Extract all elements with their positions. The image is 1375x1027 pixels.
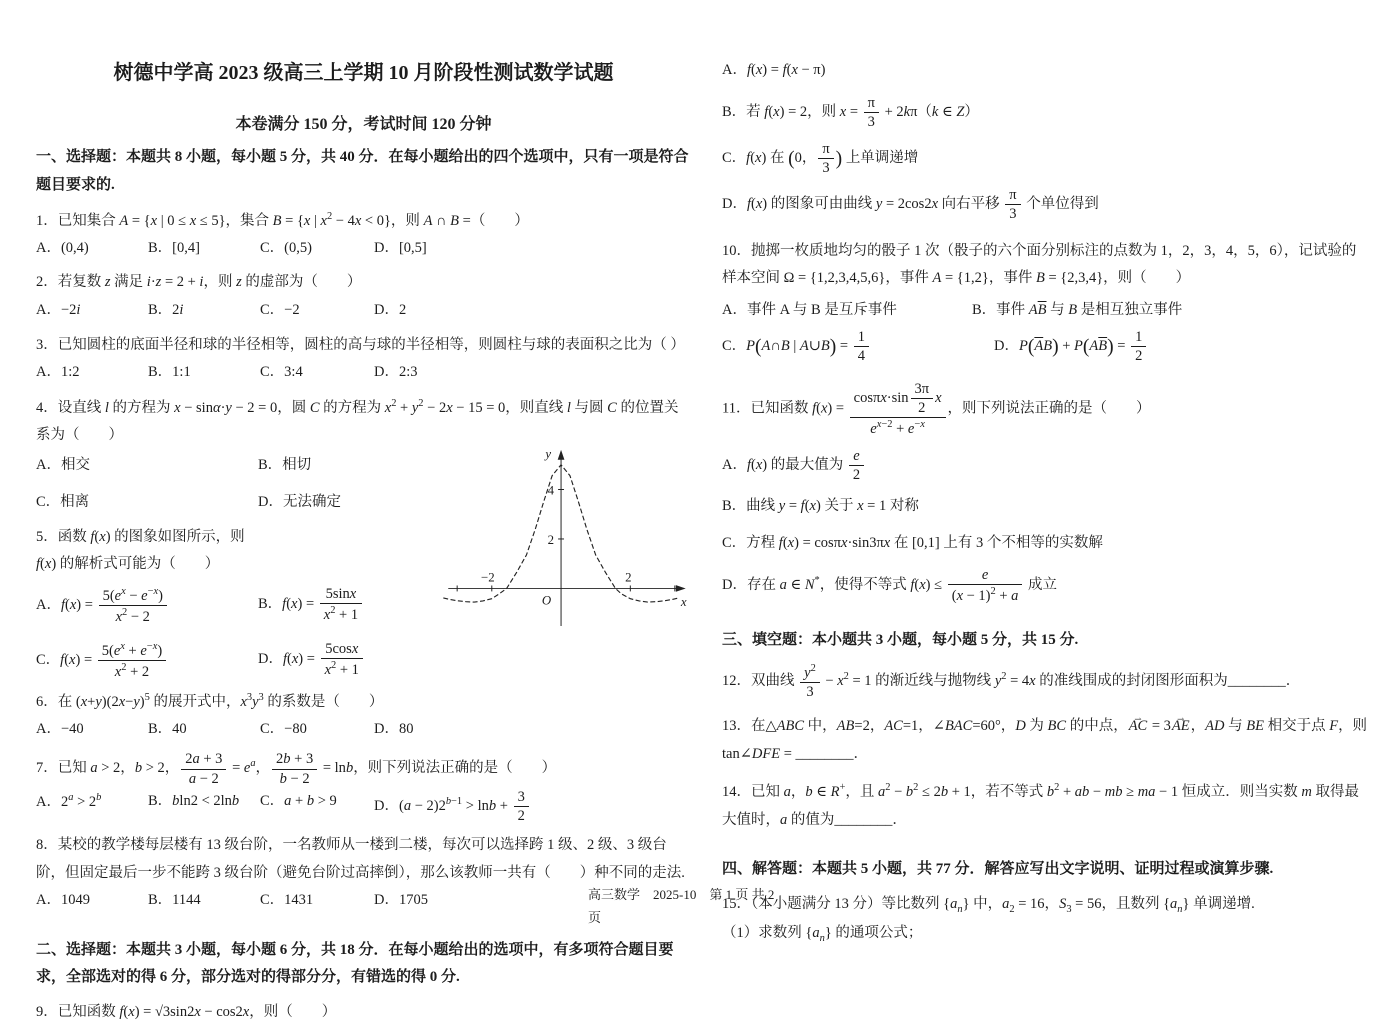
question-8-option-b: B．1144: [148, 892, 201, 909]
question-2-option-c: C．−2: [260, 301, 300, 318]
question-7-option-a: A．$2^a > 2^b$: [36, 791, 102, 810]
question-6-option-a: A．−40: [36, 720, 84, 737]
question-8-stem: 8．某校的教学楼每层楼有 13 级台阶，一名教师从一楼到二楼，每次可以选择跨 1 级、2 级、3 级台阶，但固定最后一步不能跨 3 级台阶（避免台阶过高摔倒），那么该教师一共有（ ）种不同的走法.: [36, 836, 685, 881]
question-10-option-b: B．事件 $A\overline{B}$ 与 B 是相互独立事件: [972, 301, 1183, 318]
question-9-option-a: A．f(x) = f(x − π): [722, 62, 826, 78]
y-tick-4: 4: [547, 482, 555, 497]
question-1-option-a: A．(0,4): [36, 239, 89, 256]
question-6: [36, 688, 691, 744]
question-12-stem: 12．双曲线 $\frac{y^2}{3}$ − $x^2 = 1$ 的渐近线与抛物线 $y^2 = 4x$ 的准线围成的封闭图形面积为________．: [722, 663, 1301, 700]
x-tick-2: 2: [625, 570, 632, 585]
question-1: [36, 207, 691, 263]
section-4-header: 四、解答题：本题共 5 小题，共 77 分．解答应写出文字说明、证明过程或演算步骤.: [722, 861, 1274, 878]
question-4-option-d: D．无法确定: [258, 494, 341, 511]
question-8-option-d: D．1705: [374, 892, 428, 909]
right-column: [722, 48, 1370, 948]
question-5-stem: 5．函数 f(x) 的图象如图所示，则 f(x) 的解析式可能为（ ）: [36, 528, 245, 573]
section-2-header: 二、选择题：本题共 3 小题，每小题 6 分，共 18 分．在每小题给出的选项中，有多项符合题目要求，全部选对的得 6 分，部分选对的得部分分，有错选的得 0 分.: [36, 941, 674, 986]
question-4-option-c: C．相离: [36, 494, 90, 511]
question-11-option-a: A．f(x) 的最大值为 $\frac{e}{2}$: [722, 447, 1370, 484]
question-7-stem: 7．已知 a > 2，b > 2， $\frac{2a + 3}{a - 2}$ = $e^a$， $\frac{2b + 3}{b - 2}$ = lnb，则下列说法正确的是（ ）: [36, 751, 557, 787]
question-9: [36, 999, 691, 1027]
question-14: [722, 778, 1370, 834]
question-6-option-b: B．40: [148, 720, 187, 737]
question-7: [36, 750, 691, 825]
question-9-option-b: B．若 f(x) = 2，则 x = $\frac{\pi}{3}$ + 2kπ（k ∈ Z）: [722, 94, 979, 130]
question-4-option-a: A．相交: [36, 456, 90, 473]
section-3-header: 三、填空题：本小题共 3 小题，每小题 5 分，共 15 分.: [722, 632, 1079, 649]
question-3-option-c: C．3:4: [260, 364, 303, 381]
question-6-stem: 6．在 $(x+y)(2x-y)^5$ 的展开式中，$x^3y^3$ 的系数是（ ）: [36, 691, 384, 710]
question-10-option-a: A．事件 A 与 B 是互斥事件: [722, 301, 897, 318]
question-6-option-c: C．−80: [260, 720, 307, 737]
question-2-options: [36, 297, 691, 325]
question-11-option-b: B．曲线 y = f(x) 关于 x = 1 对称: [722, 498, 919, 515]
question-15-part-1: （1）求数列 $\{a_n\}$ 的通项公式；: [722, 924, 923, 944]
question-11-option-c: C．方程 f(x) = cosπx·sin3πx 在 [0,1] 上有 3 个不相等的实数解: [722, 534, 1103, 551]
x-axis-label: x: [680, 594, 687, 609]
question-2-option-d: D．2: [374, 301, 407, 318]
question-10-option-d: D．$P(\overline{A}B) + P(A\overline{B})$ = $\frac{1}{2}$: [994, 328, 1370, 365]
question-1-option-d: D．[0,5]: [374, 239, 427, 256]
question-12: [722, 662, 1370, 701]
question-5-option-b: B．f(x) = $\frac{5\sin x}{x^2 + 1}$: [258, 585, 431, 626]
origin-label: O: [541, 592, 552, 607]
question-6-options: [36, 716, 691, 744]
question-2: [36, 269, 691, 324]
question-7-options: [36, 788, 691, 825]
question-3-options: [36, 359, 691, 387]
question-3-option-d: D．2:3: [374, 364, 418, 381]
question-3: [36, 332, 691, 387]
exam-title: 树德中学高 2023 级高三上学期 10 月阶段性测试数学试题: [113, 62, 614, 84]
y-axis-label: y: [545, 446, 552, 461]
question-1-option-b: B．[0,4]: [148, 239, 200, 256]
question-3-option-b: B．1:1: [148, 364, 191, 381]
question-2-option-b: B．2i: [148, 301, 184, 318]
question-10-option-c: C．P(A∩B | A∪B) = $\frac{1}{4}$: [722, 328, 994, 365]
question-13-stem: 13．在△ABC 中，AB=2，AC=1，∠BAC=60°，D 为 BC 的中点，⇀ AC = 3⇀ AE，AD 与 BE 相交于点 F，则 tan∠DFE = ________．: [722, 713, 1370, 768]
question-3-option-a: A．1:2: [36, 364, 80, 381]
question-10: [722, 238, 1370, 366]
question-5-option-d: D．f(x) = $\frac{5\cos x}{x^2 + 1}$: [258, 640, 431, 681]
question-4-stem: 4．设直线 l 的方程为 x − sinα·y − 2 = 0，圆 C 的方程为 $x^2 + y^2 - 2x - 15 = 0$，则直线 l 与圆 C 的位置关系为（ ）: [36, 397, 679, 443]
question-7-option-d: D．$(a - 2)2^{b-1} > \ln b$ + $\frac{3}{2}$: [374, 788, 691, 825]
question-7-option-c: C．a + b > 9: [260, 792, 337, 809]
question-2-stem: 2．若复数 z 满足 i·z = 2 + i，则 z 的虚部为（ ）: [36, 274, 362, 291]
question-2-option-a: A．−2i: [36, 301, 81, 318]
question-9-option-c: C．f(x) 在 (0， $\frac{\pi}{3}$ ) 上单调递增: [722, 140, 919, 176]
left-column: [36, 48, 691, 1027]
y-axis-arrow: [558, 449, 565, 459]
question-9-option-d: D．f(x) 的图象可由曲线 y = 2cos2x 向右平移 $\frac{\pi}{3}$ 个单位得到: [722, 187, 1099, 223]
question-1-stem: 1．已知集合 A = {x | 0 ≤ x ≤ 5}，集合 B = {x | $x^2 - 4x < 0$}，则 A ∩ B =（ ）: [36, 210, 529, 229]
question-6-option-d: D．80: [374, 720, 414, 737]
question-10-stem: 10．抛掷一枚质地均匀的骰子 1 次（骰子的六个面分别标注的点数为 1，2，3，4，5，6），记试验的样本空间 Ω = {1,2,3,4,5,6}，事件 A = {1,2}，事件 B = {2,3,4}，则（ ）: [722, 242, 1357, 287]
question-5-option-a: A．f(x) = $\frac{5(e^x - e^{-x})}{x^2 - 2}$: [36, 585, 258, 626]
question-9-options: [722, 57, 1370, 224]
question-11-option-d: D．存在 a ∈ N*，使得不等式 f(x) ≤ $\frac{e}{(x - 1)^2 + a}$ 成立: [722, 567, 1058, 605]
function-graph-svg: [441, 442, 691, 630]
question-5-options: [36, 585, 431, 681]
question-15: [722, 891, 1370, 948]
x-tick-neg2: −2: [480, 570, 495, 585]
question-3-stem: 3．已知圆柱的底面半径和球的半径相等，圆柱的高与球的半径相等，则圆柱与球的表面积之比为（ ）: [36, 336, 685, 353]
question-11-stem: 11．已知函数 f(x) = cosπx·sin $\frac{3\pi}{2}$ x $e^{x-2} + e^{-x}$ ，则下列说法正确的是（ ）: [722, 380, 1151, 437]
question-10-options-ab: [722, 297, 1370, 325]
question-14-stem: 14．已知 a，b ∈ R+，且 $a^2 - b^2 \le 2b + 1$，若不等式 $b^2$ + ab − mb ≥ ma − 1 恒成立．则当实数 m 取得最大值时，a 的值为________．: [722, 782, 1359, 828]
question-1-options: [36, 235, 691, 263]
question-9-stem: 9．已知函数 f(x) = √3sin2x − cos2x，则（ ）: [36, 1004, 337, 1021]
question-5-option-c: C．f(x) = $\frac{5(e^x + e^{-x})}{x^2 + 2}$: [36, 640, 258, 681]
exam-subtitle: 本卷满分 150 分，考试时间 120 分钟: [235, 116, 492, 133]
question-4-options: [36, 452, 431, 517]
question-15-stem: 15．（本小题满分 13 分）等比数列 $\{a_n\}$ 中，$a_2 = 16$，$S_3 = 56$，且数列 $\{a_n\}$ 单调递增.: [722, 895, 1255, 915]
page-footer: 高三数学 2025-10 第 1 页 共 2 页: [588, 887, 775, 925]
question-13: [722, 713, 1370, 768]
question-4-option-b: B．相切: [258, 456, 312, 473]
y-tick-2: 2: [547, 532, 555, 547]
question-10-options-cd: [722, 328, 1370, 365]
question-11: [722, 380, 1370, 606]
function-graph: [441, 442, 691, 630]
question-1-option-c: C．(0,5): [260, 239, 312, 256]
question-7-option-b: B．bln2 < 2lnb: [148, 792, 240, 809]
x-axis-arrow: [676, 585, 686, 592]
question-8-option-a: A．1049: [36, 892, 90, 909]
question-8-option-c: C．1431: [260, 892, 314, 909]
section-1-header: 一、选择题：本题共 8 小题，每小题 5 分，共 40 分．在每小题给出的四个选项中，只有一项是符合题目要求的.: [36, 149, 689, 193]
